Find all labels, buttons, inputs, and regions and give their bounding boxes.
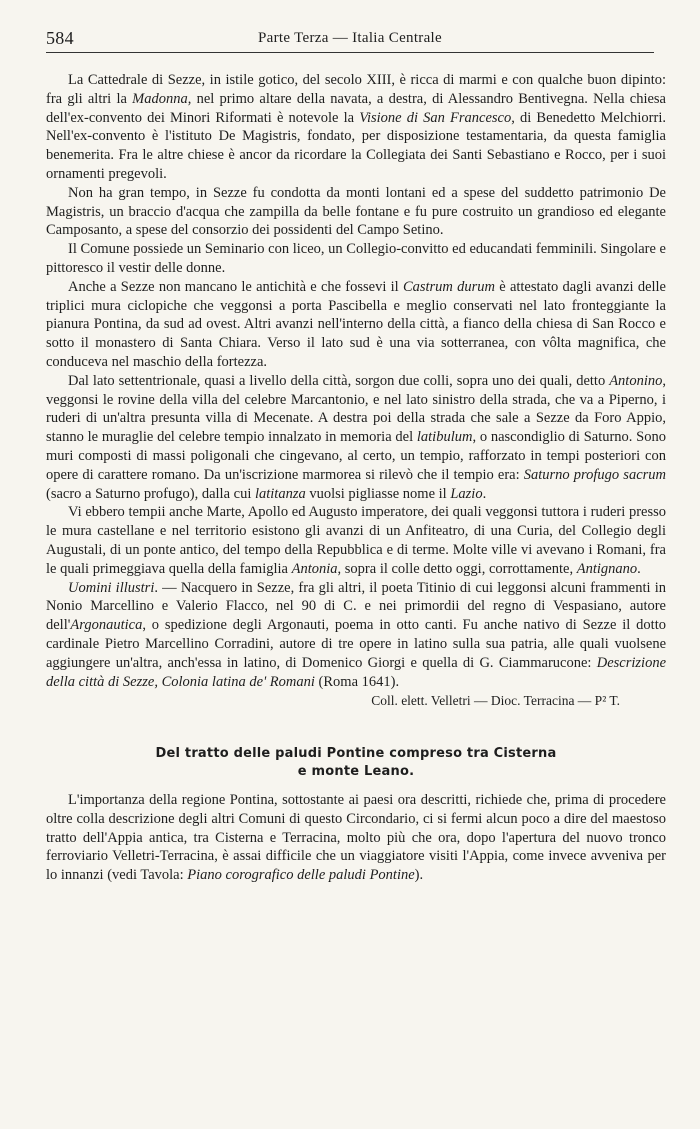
text-run: , nel primo altare della navata, a destra, di Alessandro Bentivegna. Nella chiesa dell'ex-convento dei Minori Riformati è notevole la	[46, 90, 666, 126]
paragraph	[46, 372, 666, 504]
page-body	[46, 71, 666, 885]
italic-run: Uomini illustri	[68, 579, 155, 596]
text-run: . — Nacquero in Sezze, fra gli altri, il poeta Titinio di cui leggonsi alcuni frammenti in Nonio Marcellino e Valerio Flacco, nel 90 di C. e nei primordii del regno di Vespasiano, autore dell'	[46, 579, 666, 634]
italic-run: Antignano	[576, 560, 638, 577]
source-line: Coll. elett. Velletri — Dioc. Terracina — P² T.	[371, 693, 620, 709]
italic-run: Antonino	[609, 372, 663, 389]
italic-run: Lazio	[450, 485, 483, 502]
page-number: 584	[46, 28, 74, 48]
italic-run: Visione di San Francesco	[359, 109, 512, 126]
text-run: La Cattedrale di Sezze, in istile gotico, del secolo XIII, è ricca di marmi e con qualche buon dipinto: fra gli altri la	[46, 72, 666, 107]
italic-run: Antonia	[291, 560, 338, 577]
paragraph	[46, 240, 666, 278]
text-run: , veggonsi le rovine della villa del celebre Marcantonio, e nel lato sinistro della strada, che va a Piperno, i ruderi di un'altra presunta villa di Mecenate. A destra poi della strada che sale a Sezze da Foro Appio, stanno le muraglie del celebre tempio innalzato in memoria del	[46, 372, 666, 446]
text-run: Dal lato settentrionale, quasi a livello della città, sorgon due colli, sopra uno dei quali, detto	[68, 372, 610, 389]
italic-run: latitanza	[254, 485, 306, 502]
section-title-line-1: Del tratto delle paludi Pontine compreso tra Cisterna	[155, 746, 557, 762]
text-run: Il Comune possiede un Seminario con liceo, un Collegio-convitto ed educandati femminili. Singolare e pittoresco il vestir delle donne.	[46, 241, 666, 276]
italic-run: Argonautica	[70, 617, 143, 634]
text-run: vuolsi pigliasse nome il	[305, 485, 451, 502]
italic-run: latibulum	[416, 429, 473, 446]
italic-run: Castrum durum	[402, 278, 496, 295]
section-title-line-2: e monte Leano.	[297, 764, 415, 780]
italic-run: Saturno profugo sacrum	[523, 466, 666, 483]
text-run: è attestato dagli avanzi delle triplici mura ciclopiche che veggonsi a porta Pascibella e meglio conservati nel lato fronteggiante la pianura Pontina, da sud ad ovest. Altri avanzi nell'interno della città, a fianco della chiesa di San Rocco e sotto il monastero di Santa Chiara. Verso il lato sud è una via sotterranea, con vôlta magnifica, che conduceva nel maschio della fortezza.	[46, 278, 666, 370]
text-run: , di Benedetto Melchiorri. Nell'ex-convento è l'istituto De Magistris, fondato, per disposizione testamentaria, da questa famiglia benemerita. Fra le altre chiese è ancor da ricordare la Collegiata dei Santi Sebastiano e Rocco, per i suoi ornamenti pregevoli.	[46, 109, 666, 182]
text-run: .	[482, 485, 487, 502]
text-run: ).	[414, 867, 424, 884]
text-run: Vi ebbero tempii anche Marte, Apollo ed Augusto imperatore, dei quali veggonsi tuttora i ruderi presso le mura castellane e nel territorio esistono gli avanzi di un Anfiteatro, di una Curia, del Collegio degli Augustali, di un ponte antico, del tempo della Repubblica e di terme. Molte ville vi avevano i Romani, fra le quali primeggiava quella della famiglia	[46, 504, 666, 577]
text-run: , o nascondiglio di Saturno. Sono muri composti di massi poligonali che cingevano, al certo, un tempio, rafforzato in tempi posteriori con opere di carattere romano. Da un'iscrizione marmorea si rilevò che il tempio era:	[46, 429, 666, 483]
text-run: , o spedizione degli Argonauti, poema in otto canti. Fu anche nativo di Sezze il dotto cardinale Pietro Marcellino Corradini, autore di tre opere in latino sulla sua patria, alle quali vuolsene aggiungere un'altra, anch'essa in latino, di Domenico Giorgi e quella di G. Ciammarucone:	[46, 617, 666, 671]
text-run: Non ha gran tempo, in Sezze fu condotta da monti lontani ed a spese del suddetto patrimonio De Magistris, un braccio d'acqua che zampilla da belle fontane e fu pure costruito un grandioso ed elegante Camposanto, a spese del consorzio dei possidenti del Campo Setino.	[46, 184, 666, 239]
text-run: , sopra il colle detto oggi, corrottamente,	[337, 560, 577, 577]
text-run: (Roma 1641).	[314, 673, 400, 690]
running-title: Parte Terza — Italia Centrale	[258, 30, 442, 46]
text-run: Anche a Sezze non mancano le antichità e che fossevi il	[68, 278, 403, 295]
paragraph	[46, 579, 666, 692]
text-run: (sacro a Saturno profugo), dalla cui	[46, 485, 255, 502]
section-title	[46, 745, 666, 781]
paragraph	[46, 71, 666, 184]
section-text	[46, 791, 666, 885]
italic-run: Madonna	[132, 90, 188, 107]
paragraph	[46, 278, 666, 372]
paragraph	[46, 503, 666, 578]
italic-run: Descrizione della città di Sezze, Colonia latina de' Romani	[46, 654, 666, 690]
text-run: .	[637, 560, 641, 577]
page-header	[46, 28, 654, 53]
italic-run: Piano corografico delle paludi Pontine	[187, 867, 415, 884]
paragraph	[46, 791, 666, 885]
text-run: L'importanza della regione Pontina, sottostante ai paesi ora descritti, richiede che, prima di procedere oltre colla descrizione degli altri Comuni di questo Circondario, ci si fermi alcun poco a dire del maestoso tratto dell'Appia antica, tra Cisterna e Terracina, molto più che ora, dopo l'apertura del nuovo tronco ferroviario Velletri-Terracina, è assai difficile che un viaggiatore visiti l'Appia, come invece avveniva per lo innanzi (vedi Tavola:	[46, 792, 666, 884]
paragraph	[46, 184, 666, 240]
main-text	[46, 71, 666, 691]
